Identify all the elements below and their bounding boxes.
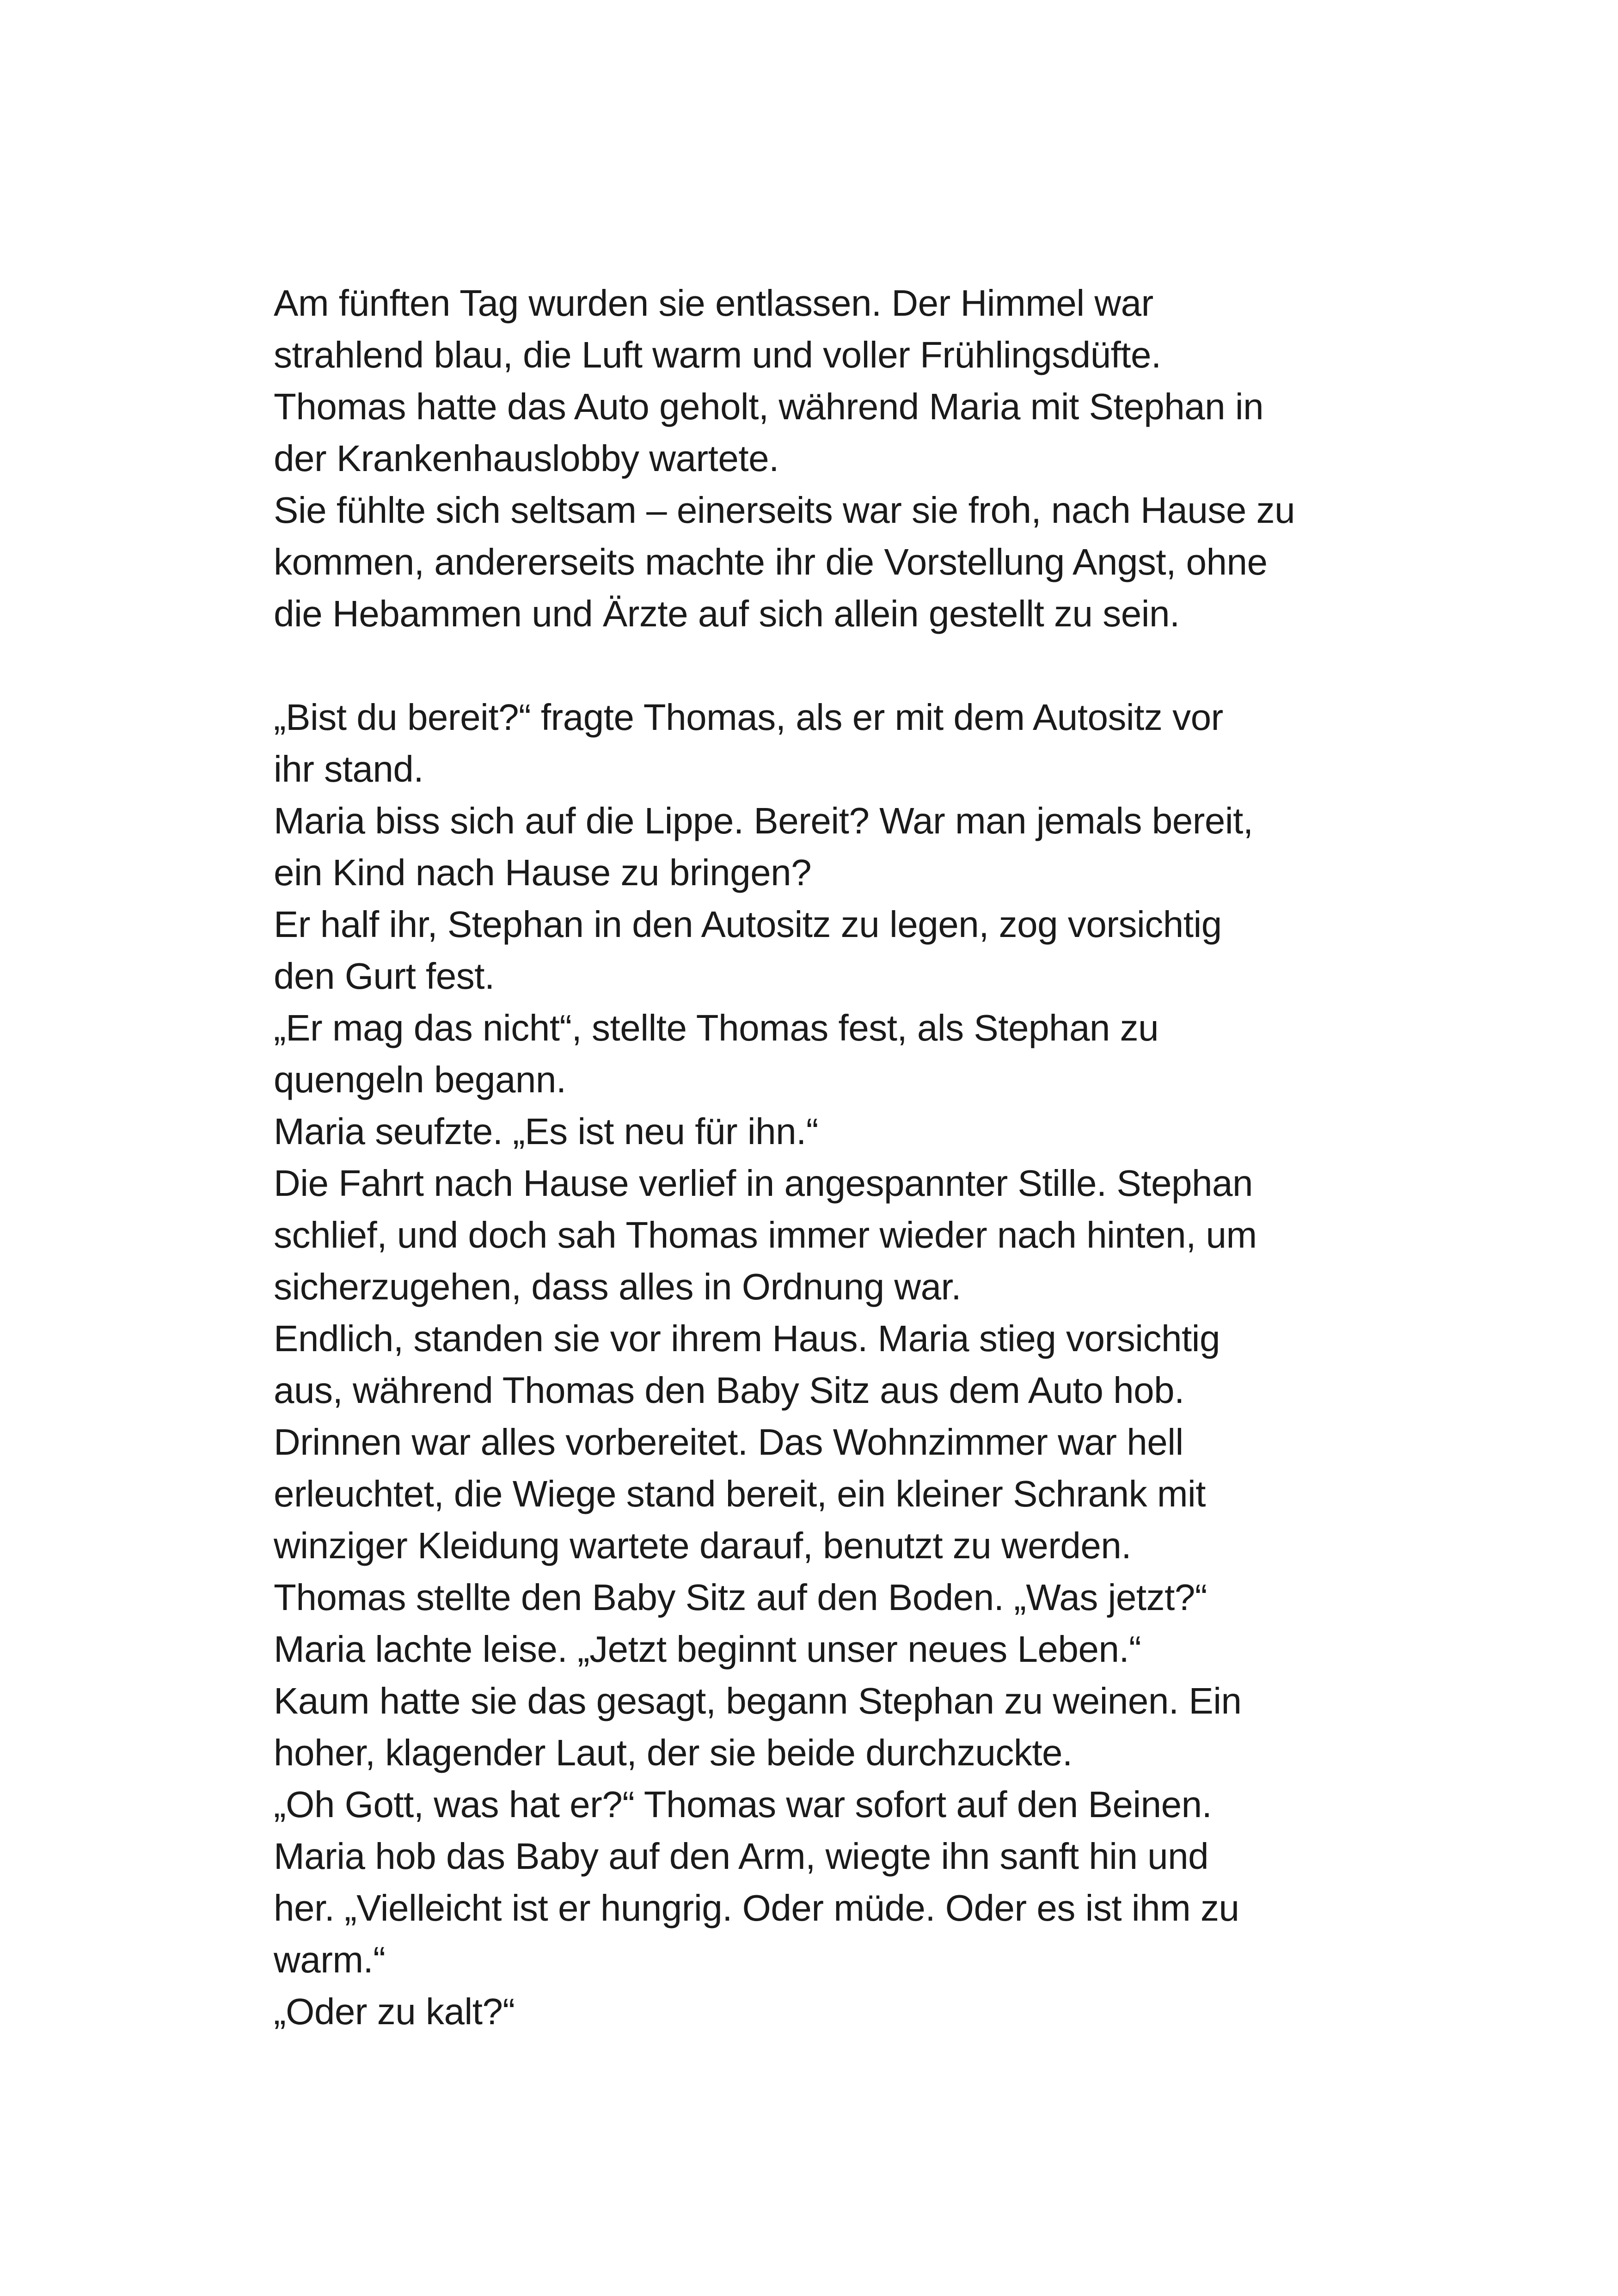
- text-line: ein Kind nach Hause zu bringen?: [274, 852, 812, 893]
- text-line: die Hebammen und Ärzte auf sich allein gestellt zu sein.: [274, 593, 1180, 634]
- text-line: Am fünften Tag wurden sie entlassen. Der Himmel war: [274, 282, 1153, 324]
- text-line: hoher, klagender Laut, der sie beide durchzuckte.: [274, 1732, 1073, 1773]
- text-line: warm.“: [274, 1939, 386, 1980]
- text-line: Endlich, standen sie vor ihrem Haus. Maria stieg vorsichtig: [274, 1318, 1220, 1359]
- text-line: quengeln begann.: [274, 1059, 566, 1100]
- text-line: aus, während Thomas den Baby Sitz aus dem Auto hob.: [274, 1370, 1184, 1411]
- text-line: strahlend blau, die Luft warm und voller Frühlingsdüfte.: [274, 334, 1161, 375]
- text-line: erleuchtet, die Wiege stand bereit, ein kleiner Schrank mit: [274, 1473, 1206, 1514]
- text-line: Thomas stellte den Baby Sitz auf den Boden. „Was jetzt?“: [274, 1577, 1207, 1618]
- text-line: Maria seufzte. „Es ist neu für ihn.“: [274, 1111, 819, 1152]
- text-line: „Bist du bereit?“ fragte Thomas, als er mit dem Autositz vor: [274, 697, 1223, 738]
- text-line: den Gurt fest.: [274, 955, 495, 997]
- text-line: kommen, andererseits machte ihr die Vorstellung Angst, ohne: [274, 541, 1268, 582]
- text-line: Die Fahrt nach Hause verlief in angespannter Stille. Stephan: [274, 1163, 1253, 1204]
- text-line: der Krankenhauslobby wartete.: [274, 438, 779, 479]
- text-line: Drinnen war alles vorbereitet. Das Wohnzimmer war hell: [274, 1421, 1183, 1463]
- text-line: „Er mag das nicht“, stellte Thomas fest, als Stephan zu: [274, 1007, 1159, 1048]
- text-line: her. „Vielleicht ist er hungrig. Oder müde. Oder es ist ihm zu: [274, 1887, 1239, 1929]
- text-line: Maria biss sich auf die Lippe. Bereit? War man jemals bereit,: [274, 800, 1253, 841]
- text-line: Maria hob das Baby auf den Arm, wiegte ihn sanft hin und: [274, 1836, 1209, 1877]
- text-line: „Oh Gott, was hat er?“ Thomas war sofort auf den Beinen.: [274, 1784, 1212, 1825]
- text-line: „Oder zu kalt?“: [274, 1991, 515, 2032]
- text-line: sicherzugehen, dass alles in Ordnung war.: [274, 1266, 962, 1307]
- text-line: Kaum hatte sie das gesagt, begann Stephan zu weinen. Ein: [274, 1680, 1242, 1721]
- text-line: Er half ihr, Stephan in den Autositz zu legen, zog vorsichtig: [274, 904, 1222, 945]
- body-text: [274, 277, 1383, 2038]
- text-line: winziger Kleidung wartete darauf, benutzt zu werden.: [274, 1525, 1132, 1566]
- text-line: Maria lachte leise. „Jetzt beginnt unser neues Leben.“: [274, 1629, 1141, 1670]
- text-line: Thomas hatte das Auto geholt, während Maria mit Stephan in: [274, 386, 1264, 427]
- text-line: Sie fühlte sich seltsam – einerseits war sie froh, nach Hause zu: [274, 490, 1295, 531]
- paragraph-spacer: [274, 640, 1383, 692]
- text-line: schlief, und doch sah Thomas immer wieder nach hinten, um: [274, 1214, 1257, 1255]
- text-line: ihr stand.: [274, 748, 424, 790]
